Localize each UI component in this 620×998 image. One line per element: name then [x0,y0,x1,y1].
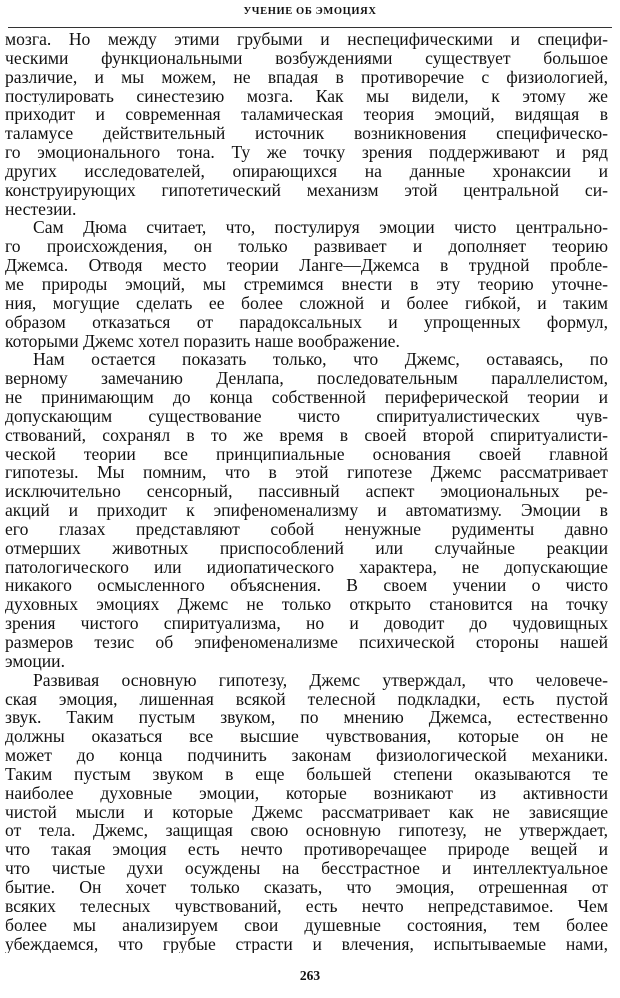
text-line: Нам остается показать только, что Джемс, оставаясь, по [33,350,608,370]
text-line: никакого осмысленного объяснения. В своем учении о чисто [5,576,608,596]
page-number: 263 [299,968,321,983]
text-line: Джемса. Отводя место теории Ланге—Джемса в трудной пробле- [5,256,608,275]
text-line: гипотезы. Мы помним, что в этой гипотезе Джемс рассматривает [5,463,608,483]
text-line: не принимающим до конца собственной периферической теории и [5,388,608,407]
body-text [5,30,608,953]
text-line: что чистые духи осуждены на бесстрастное и интеллектуальное [5,859,608,878]
text-line: эмоции. [5,651,65,671]
text-line: конструирующих гипотетический механизм этой центральной си- [5,180,608,200]
text-line: что такая эмоция есть нечто противоречащее природе вещей и [5,840,608,860]
text-line: зрения чистого спиритуализма, но и доводит до чудовищных [5,614,608,633]
text-line: может до конца подчинить законам физиологической механики. [5,746,608,765]
text-line: Сам Дюма считает, что, постулируя эмоции чисто центрально- [33,218,608,238]
text-line: мозга. Но между этими грубыми и неспецифическими и специфи- [5,30,608,49]
text-line: которыми Джемс хотел поразить наше воображение. [5,331,400,351]
text-line: чистой мысли и которые Джемс рассматривает как не зависящие [5,802,608,822]
text-line: духовных эмоциях Джемс не только открыто становится на точку [5,595,608,615]
text-line: ме природы эмоций, мы стремимся внести в эту теорию уточне- [5,274,608,294]
text-line: всяких телесных чувствований, есть нечто непредставимое. Чем [5,896,608,916]
text-line: образом отказаться от парадоксальных и упрощенных формул, [5,312,608,332]
text-line: более мы анализируем свои душевные состояния, тем более [5,915,608,935]
text-line: Развивая основную гипотезу, Джемс утверждал, что человече- [33,670,608,690]
text-line: ния, могущие сделать ее более сложной и более гибкой, и таким [5,293,608,313]
text-line: приходит и современная таламическая теория эмоций, видящая в [5,105,608,125]
text-line: его глазах представляют собой ненужные рудименты давно [5,519,608,539]
text-line: нестезии. [5,199,77,219]
text-line: го происхождения, он только развивает и дополняет теорию [5,237,608,257]
text-line: отмерших животных приспособлений или случайные реакции [5,538,608,558]
text-line: различие, и мы можем, не впадая в противоречие с физиологией, [5,67,608,87]
text-line: исключительно сенсорный, пассивный аспект эмоциональных ре- [5,482,608,502]
text-line: патологического или идиопатического характера, не допускающие [5,557,608,577]
text-line: убеждаемся, что грубые страсти и влечения, испытываемые нами, [5,934,608,954]
text-line: акций и приходит к эпифеноменализму и автоматизму. Эмоции в [5,501,608,520]
text-line: ческой теории все принципиальные основания своей главной [5,444,608,464]
text-line: от тела. Джемс, защищая свою основную гипотезу, не утверждает, [5,821,608,841]
text-line: ская эмоция, лишенная всякой телесной подкладки, есть пустой [5,689,608,709]
text-line: Таким пустым звуком в еще большей степени оказываются те [5,764,608,784]
text-line: постулировать синестезию мозга. Как мы видели, к этому же [5,86,608,106]
text-line: наиболее духовные эмоции, которые возникают из активности [5,783,608,803]
text-line: го эмоционального тона. Ту же точку зрения поддерживают и ряд [5,143,608,162]
running-head: УЧЕНИЕ ОБ ЭМОЦИЯХ [243,6,377,17]
text-line: таламусе действительный источник возникновения специфическо- [5,124,608,144]
text-line: верному замечанию Денлапа, последовательным параллелистом, [5,369,608,389]
text-line: других исследователей, опирающихся на данные хронаксии и [5,161,608,181]
text-line: размеров тезис об эпифеноменализме психической стороны нашей [5,633,608,652]
text-line: ческими функциональными возбуждениями существует большое [5,48,608,68]
text-line: допускающим существование чисто спиритуалистических чув- [5,406,608,426]
text-line: должны оказаться все высшие чувствования, которые он не [5,727,608,747]
text-line: ствований, сохранял в то же время в своей второй спиритуалисти- [5,425,608,445]
text-line: бытие. Он хочет только сказать, что эмоция, отрешенная от [5,877,608,897]
header-rule [8,27,612,28]
text-line: звук. Таким пустым звуком, по мнению Джемса, естественно [5,708,608,728]
